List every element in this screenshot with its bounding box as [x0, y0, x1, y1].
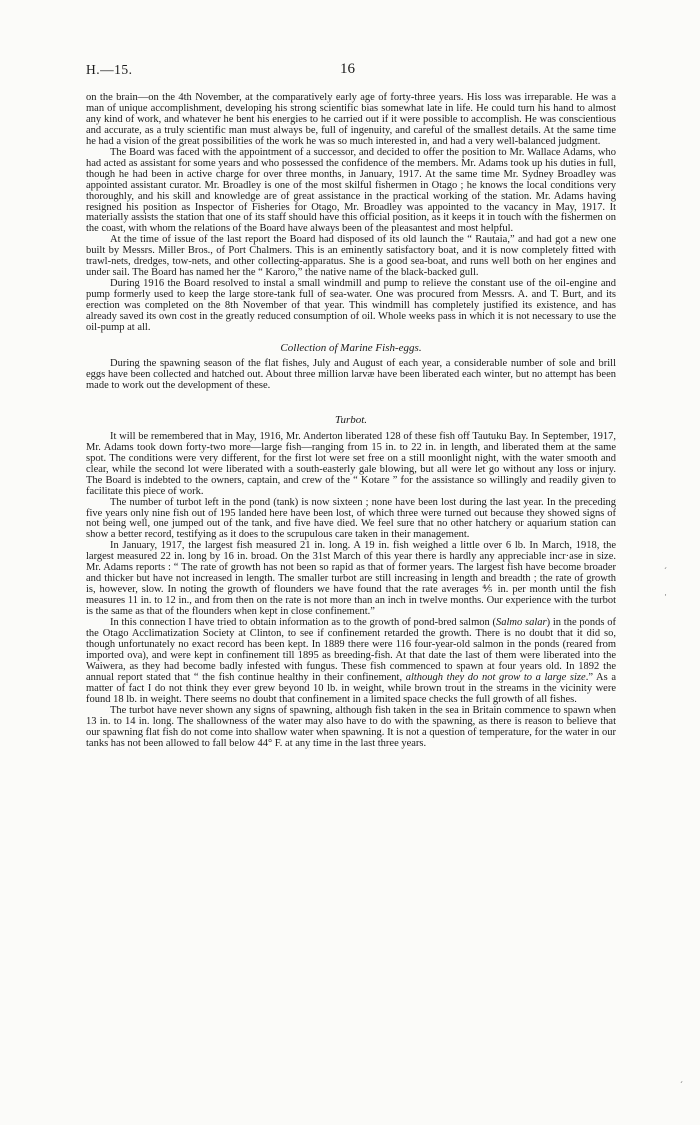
- paragraph: The number of turbot left in the pond (tank) is now sixteen ; none have been lost during the last year. In the preceding five years only nine fish out of 195 landed here have been lost, of which three were turned out because they showed signs of not being well, one jumped out of the tank, and five have died. We feel sure that no other hatchery or aquarium station can show a better record, testifying as it does to the scrupulous care taken in their management.: [86, 496, 616, 541]
- paragraph-text: ) in the ponds of the Otago Acclimatization Society at Clinton, to see if confinement retarded the growth. There is no doubt that it did so, though unfortunately no exact record has been kept. In 1889 there were 116 four-year-old salmon in the ponds (reared from imported ova), and were kept in confinement till 1895 as breeding-fish. At that date the last of them were liberated into the Waiwera, as they had become badly infested with fungus. These fish commenced to spawn at four years old. In 1892 the annual report stated that “ the fish continue healthy in their confinement,: [86, 617, 616, 683]
- paragraph: During the spawning season of the flat fishes, July and August of each year, a considerable number of sole and brill eggs have been collected and hatched out. About three million larvæ have been liberated each winter, but no attempt has been made to work out the development of these.: [86, 357, 616, 391]
- margin-mark: ˊ: [664, 566, 667, 576]
- document-reference: H.—15.: [86, 62, 133, 77]
- margin-mark: ˊ: [680, 1080, 683, 1090]
- section-heading-collection: Collection of Marine Fish-eggs.: [280, 341, 422, 354]
- paragraph: The Board was faced with the appointment of a successor, and decided to offer the position to Mr. Wallace Adams, who had acted as assistant for some years and who possessed the confidence of the members. Mr. Adams took up his duties in full, though he had been in active charge for over three months, in January, 1917. At the same time Mr. Sydney Broadley was appointed assistant curator. Mr. Broadley is one of the most skilful fishermen in Otago ; he knows the local conditions very thoroughly, and his skill and knowledge are of great assistance in the practical working of the station. Mr. Adams having resigned his position as Inspector of Fisheries for Otago, Mr. Broadley was appointed to the vacancy in May, 1917. It materially assists the station that one of its staff should have this official position, as it keeps it in touch with the fishermen on the coast, with whom the relations of the Board have always been of the pleasantest and most helpful.: [86, 146, 616, 235]
- margin-mark: ·: [664, 590, 667, 600]
- paragraph: At the time of issue of the last report the Board had disposed of its old launch the “ Rautaia,” and had got a new one built by Messrs. Miller Bros., of Port Chalmers. This is an eminently satisfactory boat, and it is now completely fitted with trawl-nets, dredges, tow-nets, and other collecting-apparatus. She is a good sea-boat, and runs well both on her engines and under sail. The Board has named her the “ Karoro,” the native name of the black-backed gull.: [86, 234, 616, 279]
- page-header: [86, 62, 616, 82]
- section-heading-turbot: Turbot.: [334, 413, 368, 426]
- paragraph: During 1916 the Board resolved to instal a small windmill and pump to relieve the constant use of the oil-engine and pump formerly used to keep the large store-tank full of sea-water. One was procured from Messrs. A. and T. Burt, and its erection was completed on the 8th November of that year. This windmill has completely justified its existence, and has already saved its own cost in the greatly reduced consumption of oil. Whole weeks pass in which it is not necessary to use the oil-pump at all.: [86, 278, 616, 334]
- page-number: 16: [340, 61, 355, 77]
- paragraph: [86, 618, 616, 706]
- paragraph-text: In this connection I have tried to obtain information as to the growth of pond-bred salmon (: [110, 617, 496, 629]
- paragraph: In January, 1917, the largest fish measured 21 in. long. A 19 in. fish weighed a little over 6 lb. In March, 1918, the largest measured 22 in. long by 16 in. broad. On the 31st March of this year there is hardly any appreciable incr·ase in size. Mr. Adams reports : “ The rate of growth has not been so rapid as that of former years. The largest fish have become broader and thicker but have not increased in length. The smaller turbot are still increasing in length and breadth ; the rate of growth is, however, slow. In noting the growth of flounders we have found that the rate averages ⅘ in. per month until the fish measures 11 in. to 12 in., and from then on the rate is not more than an inch in twelve months. Our experience with the turbot is the same as that of the flounders when kept in close confinement.”: [86, 540, 616, 618]
- paragraph: on the brain—on the 4th November, at the comparatively early age of forty-three years. His loss was irreparable. He was a man of unique accomplishment, developing his strong scientific bias somewhat late in life. He could turn his hand to almost any kind of work, and whatever he bent his energies to he carried out if it were possible to accomplish. He was conscientious and accurate, as a truly scientific man must always be, full of ingenuity, and careful of the smallest details. At the same time he had a vision of the great possibilities of the work he was so much interested in, and had a very well-balanced judgment.: [86, 92, 616, 147]
- quoted-emphasis: although they do not grow to a large size: [405, 671, 586, 683]
- paragraph: It will be remembered that in May, 1916, Mr. Anderton liberated 128 of these fish off Tautuku Bay. In September, 1917, Mr. Adams took down forty-two more—large fish—ranging from 15 in. to 22 in. in length, and liberated them at the same spot. The conditions were very different, for the first lot were set free on a still moonlight night, with the water smooth and clear, while the second lot were liberated with a south-easterly gale blowing, but all were let go without any loss or injury. The Board is indebted to the owners, captain, and crew of the “ Kotare ” for the assistance so willingly and readily given to facilitate this piece of work.: [86, 430, 616, 497]
- paragraph-text: .” As a matter of fact I do not think they ever grew beyond 10 lb. in weight, while brown trout in the streams in the vicinity were found 18 lb. in weight. There seems no doubt that confinement in a limited space checks the full growth of all fishes.: [86, 671, 616, 705]
- paragraph: The turbot have never shown any signs of spawning, although fish taken in the sea in Britain commence to spawn when 13 in. to 14 in. long. The shallowness of the water may also have to do with the spawning, as there is reason to believe that our spawning flat fish do not come into shallow water when spawning. It is not a question of temperature, for the water in our tanks has not been allowed to fall below 44° F. at any time in the last three years.: [86, 704, 616, 749]
- page-body: [86, 93, 616, 749]
- species-name: Salmo salar: [496, 617, 547, 629]
